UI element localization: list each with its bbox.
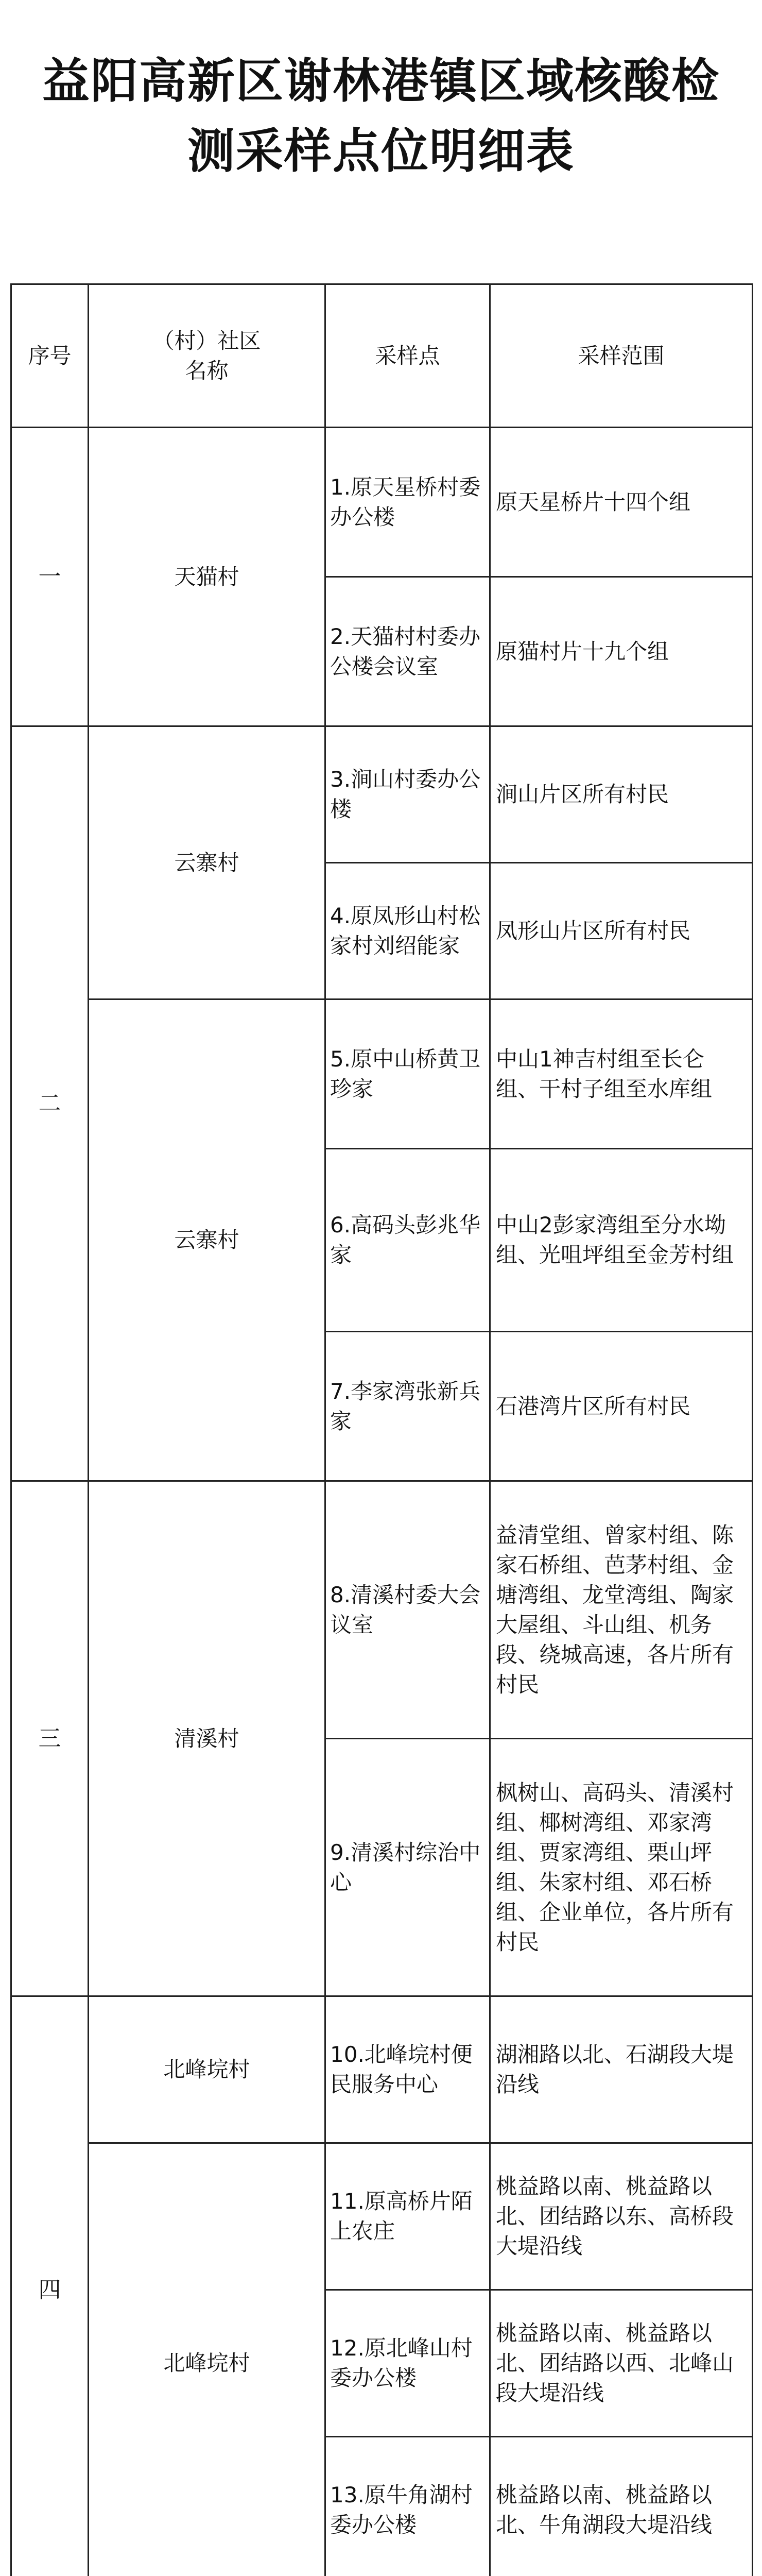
sampling-site-cell: 11.原高桥片陌上农庄 — [325, 2143, 490, 2290]
sampling-scope-cell: 原天星桥片十四个组 — [490, 428, 753, 577]
sampling-site-cell: 4.原凤形山村松家村刘绍能家 — [325, 863, 490, 999]
village-name-cell — [89, 999, 325, 1481]
sampling-site-cell: 2.天猫村村委办公楼会议室 — [325, 577, 490, 726]
header-site: 采样点 — [325, 284, 490, 428]
header-village-line-1: （村）社区 — [152, 328, 261, 353]
group-index-cell: 一 — [11, 428, 89, 726]
table-row — [11, 1481, 753, 1739]
sampling-table-container — [10, 283, 753, 2576]
village-name-line: 云寨村 — [174, 850, 239, 875]
village-name-line: 北峰垸村 — [163, 2350, 250, 2376]
sampling-site-cell: 12.原北峰山村委办公楼 — [325, 2290, 490, 2437]
sampling-site-cell: 5.原中山桥黄卫珍家 — [325, 999, 490, 1149]
sampling-scope-cell: 涧山片区所有村民 — [490, 726, 753, 863]
document-title-line-1: 益阳高新区谢林港镇区域核酸检 — [42, 54, 720, 109]
table-row — [11, 726, 753, 863]
village-name-cell — [89, 428, 325, 726]
sampling-scope-cell: 中山2彭家湾组至分水坳组、光咀坪组至金芳村组 — [490, 1149, 753, 1332]
document-title-line-2: 测采样点位明细表 — [187, 124, 575, 179]
village-name-line: 北峰垸村 — [163, 2057, 250, 2082]
village-name-cell — [89, 726, 325, 999]
document-title — [0, 0, 762, 187]
sampling-site-cell: 8.清溪村委大会议室 — [325, 1481, 490, 1739]
sampling-site-cell: 7.李家湾张新兵家 — [325, 1332, 490, 1481]
sampling-scope-cell: 枫树山、高码头、清溪村组、椰树湾组、邓家湾组、贾家湾组、栗山坪组、朱家村组、邓石桥组、企业单位，各片所有村民 — [490, 1739, 753, 1996]
village-name-line: 清溪村 — [174, 1725, 239, 1751]
header-village-line-2: 名称 — [185, 358, 229, 383]
header-village — [89, 284, 325, 428]
sampling-site-cell: 6.高码头彭兆华家 — [325, 1149, 490, 1332]
sampling-scope-cell: 凤形山片区所有村民 — [490, 863, 753, 999]
table-row — [11, 428, 753, 577]
sampling-site-cell: 13.原牛角湖村委办公楼 — [325, 2437, 490, 2576]
village-name-line: 天猫村 — [174, 564, 239, 589]
table-header-row — [11, 284, 753, 428]
village-name-cell — [89, 2143, 325, 2576]
sampling-scope-cell: 桃益路以南、桃益路以北、牛角湖段大堤沿线 — [490, 2437, 753, 2576]
sampling-scope-cell: 桃益路以南、桃益路以北、团结路以东、高桥段大堤沿线 — [490, 2143, 753, 2290]
sampling-scope-cell: 中山1神吉村组至长仑组、干村子组至水库组 — [490, 999, 753, 1149]
sampling-scope-cell: 石港湾片区所有村民 — [490, 1332, 753, 1481]
table-body — [11, 428, 753, 2576]
sampling-site-cell: 3.涧山村委办公楼 — [325, 726, 490, 863]
group-index-cell: 三 — [11, 1481, 89, 1996]
group-index-cell: 四 — [11, 1996, 89, 2576]
sampling-sites-table — [10, 283, 753, 2576]
sampling-site-cell: 9.清溪村综治中心 — [325, 1739, 490, 1996]
sampling-site-cell: 1.原天星桥村委办公楼 — [325, 428, 490, 577]
table-row — [11, 999, 753, 1149]
sampling-site-cell: 10.北峰垸村便民服务中心 — [325, 1996, 490, 2143]
sampling-scope-cell: 桃益路以南、桃益路以北、团结路以西、北峰山段大堤沿线 — [490, 2290, 753, 2437]
village-name-cell — [89, 1996, 325, 2143]
table-row — [11, 1996, 753, 2143]
group-index-cell: 二 — [11, 726, 89, 1481]
header-index: 序号 — [11, 284, 89, 428]
village-name-cell — [89, 1481, 325, 1996]
village-name-line: 云寨村 — [174, 1227, 239, 1252]
sampling-scope-cell: 湖湘路以北、石湖段大堤沿线 — [490, 1996, 753, 2143]
header-scope: 采样范围 — [490, 284, 753, 428]
sampling-scope-cell: 益清堂组、曾家村组、陈家石桥组、芭茅村组、金塘湾组、龙堂湾组、陶家大屋组、斗山组、机务段、绕城高速，各片所有村民 — [490, 1481, 753, 1739]
table-row — [11, 2143, 753, 2290]
sampling-scope-cell: 原猫村片十九个组 — [490, 577, 753, 726]
